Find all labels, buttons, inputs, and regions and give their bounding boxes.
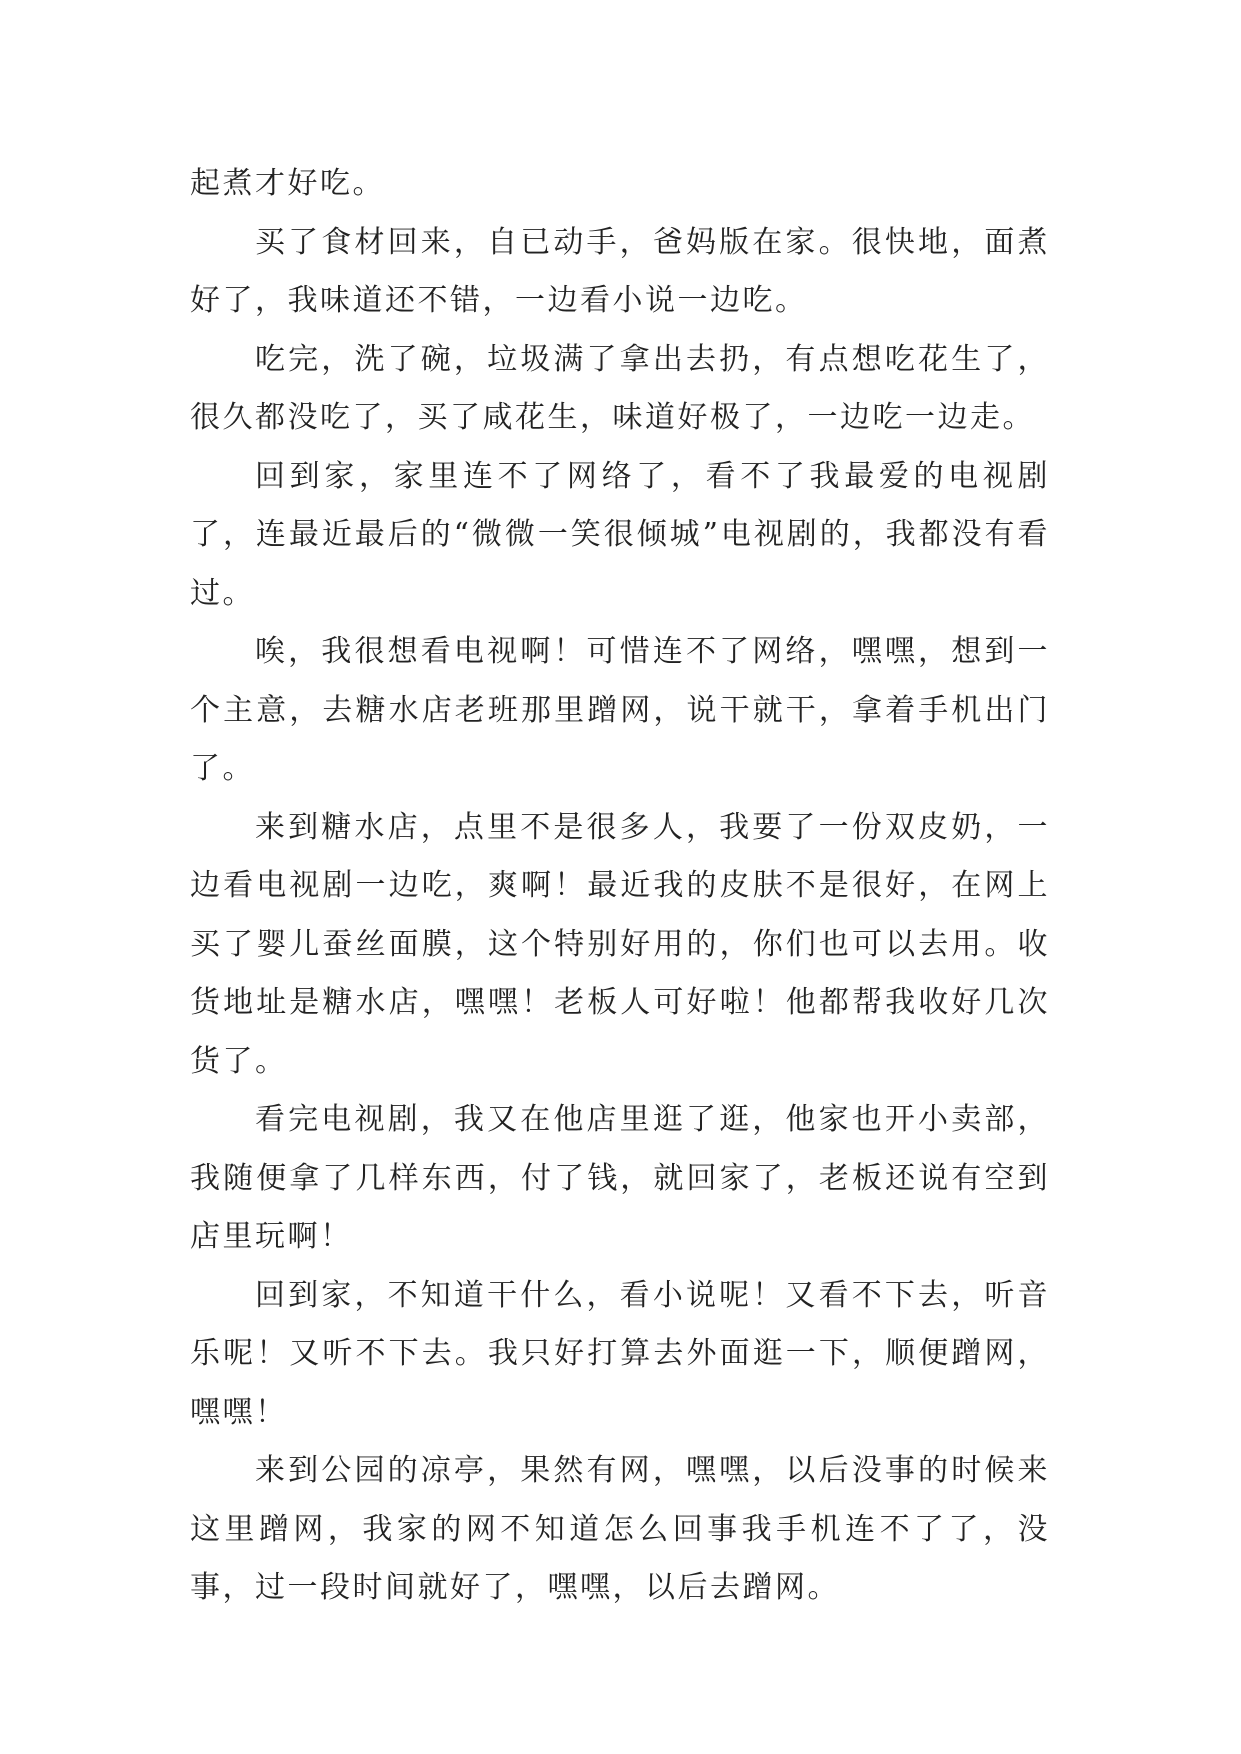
body-text (190, 155, 1050, 1618)
paragraph-continued: 起煮才好吃。 (190, 166, 385, 201)
paragraph: 来到糖水店，点里不是很多人，我要了一份双皮奶，一边看电视剧一边吃，爽啊！最近我的皮肤不是很好，在网上买了婴儿蚕丝面膜，这个特别好用的，你们也可以去用。收货地址是糖水店，嘿嘿！老板人可好啦！他都帮我收好几次货了。 (190, 809, 1050, 1079)
paragraph: 看完电视剧，我又在他店里逛了逛，他家也开小卖部，我随便拿了几样东西，付了钱，就回家了，老板还说有空到店里玩啊！ (190, 1102, 1050, 1254)
paragraph: 买了食材回来，自已动手，爸妈版在家。很快地，面煮好了，我味道还不错，一边看小说一边吃。 (190, 224, 1050, 318)
paragraph: 回到家，家里连不了网络了，看不了我最爱的电视剧了，连最近最后的“微微一笑很倾城”电视剧的，我都没有看过。 (190, 458, 1050, 611)
paragraph: 来到公园的凉亭，果然有网，嘿嘿，以后没事的时候来这里蹭网，我家的网不知道怎么回事我手机连不了了，没事，过一段时间就好了，嘿嘿，以后去蹭网。 (190, 1453, 1050, 1605)
paragraph: 吃完，洗了碗，垃圾满了拿出去扔，有点想吃花生了，很久都没吃了，买了咸花生，味道好极了，一边吃一边走。 (190, 341, 1050, 435)
paragraph: 回到家，不知道干什么，看小说呢！又看不下去，听音乐呢！又听不下去。我只好打算去外面逛一下，顺便蹭网，嘿嘿！ (190, 1277, 1050, 1430)
paragraph: 唉，我很想看电视啊！可惜连不了网络，嘿嘿，想到一个主意，去糖水店老班那里蹭网，说干就干，拿着手机出门了。 (190, 634, 1050, 786)
